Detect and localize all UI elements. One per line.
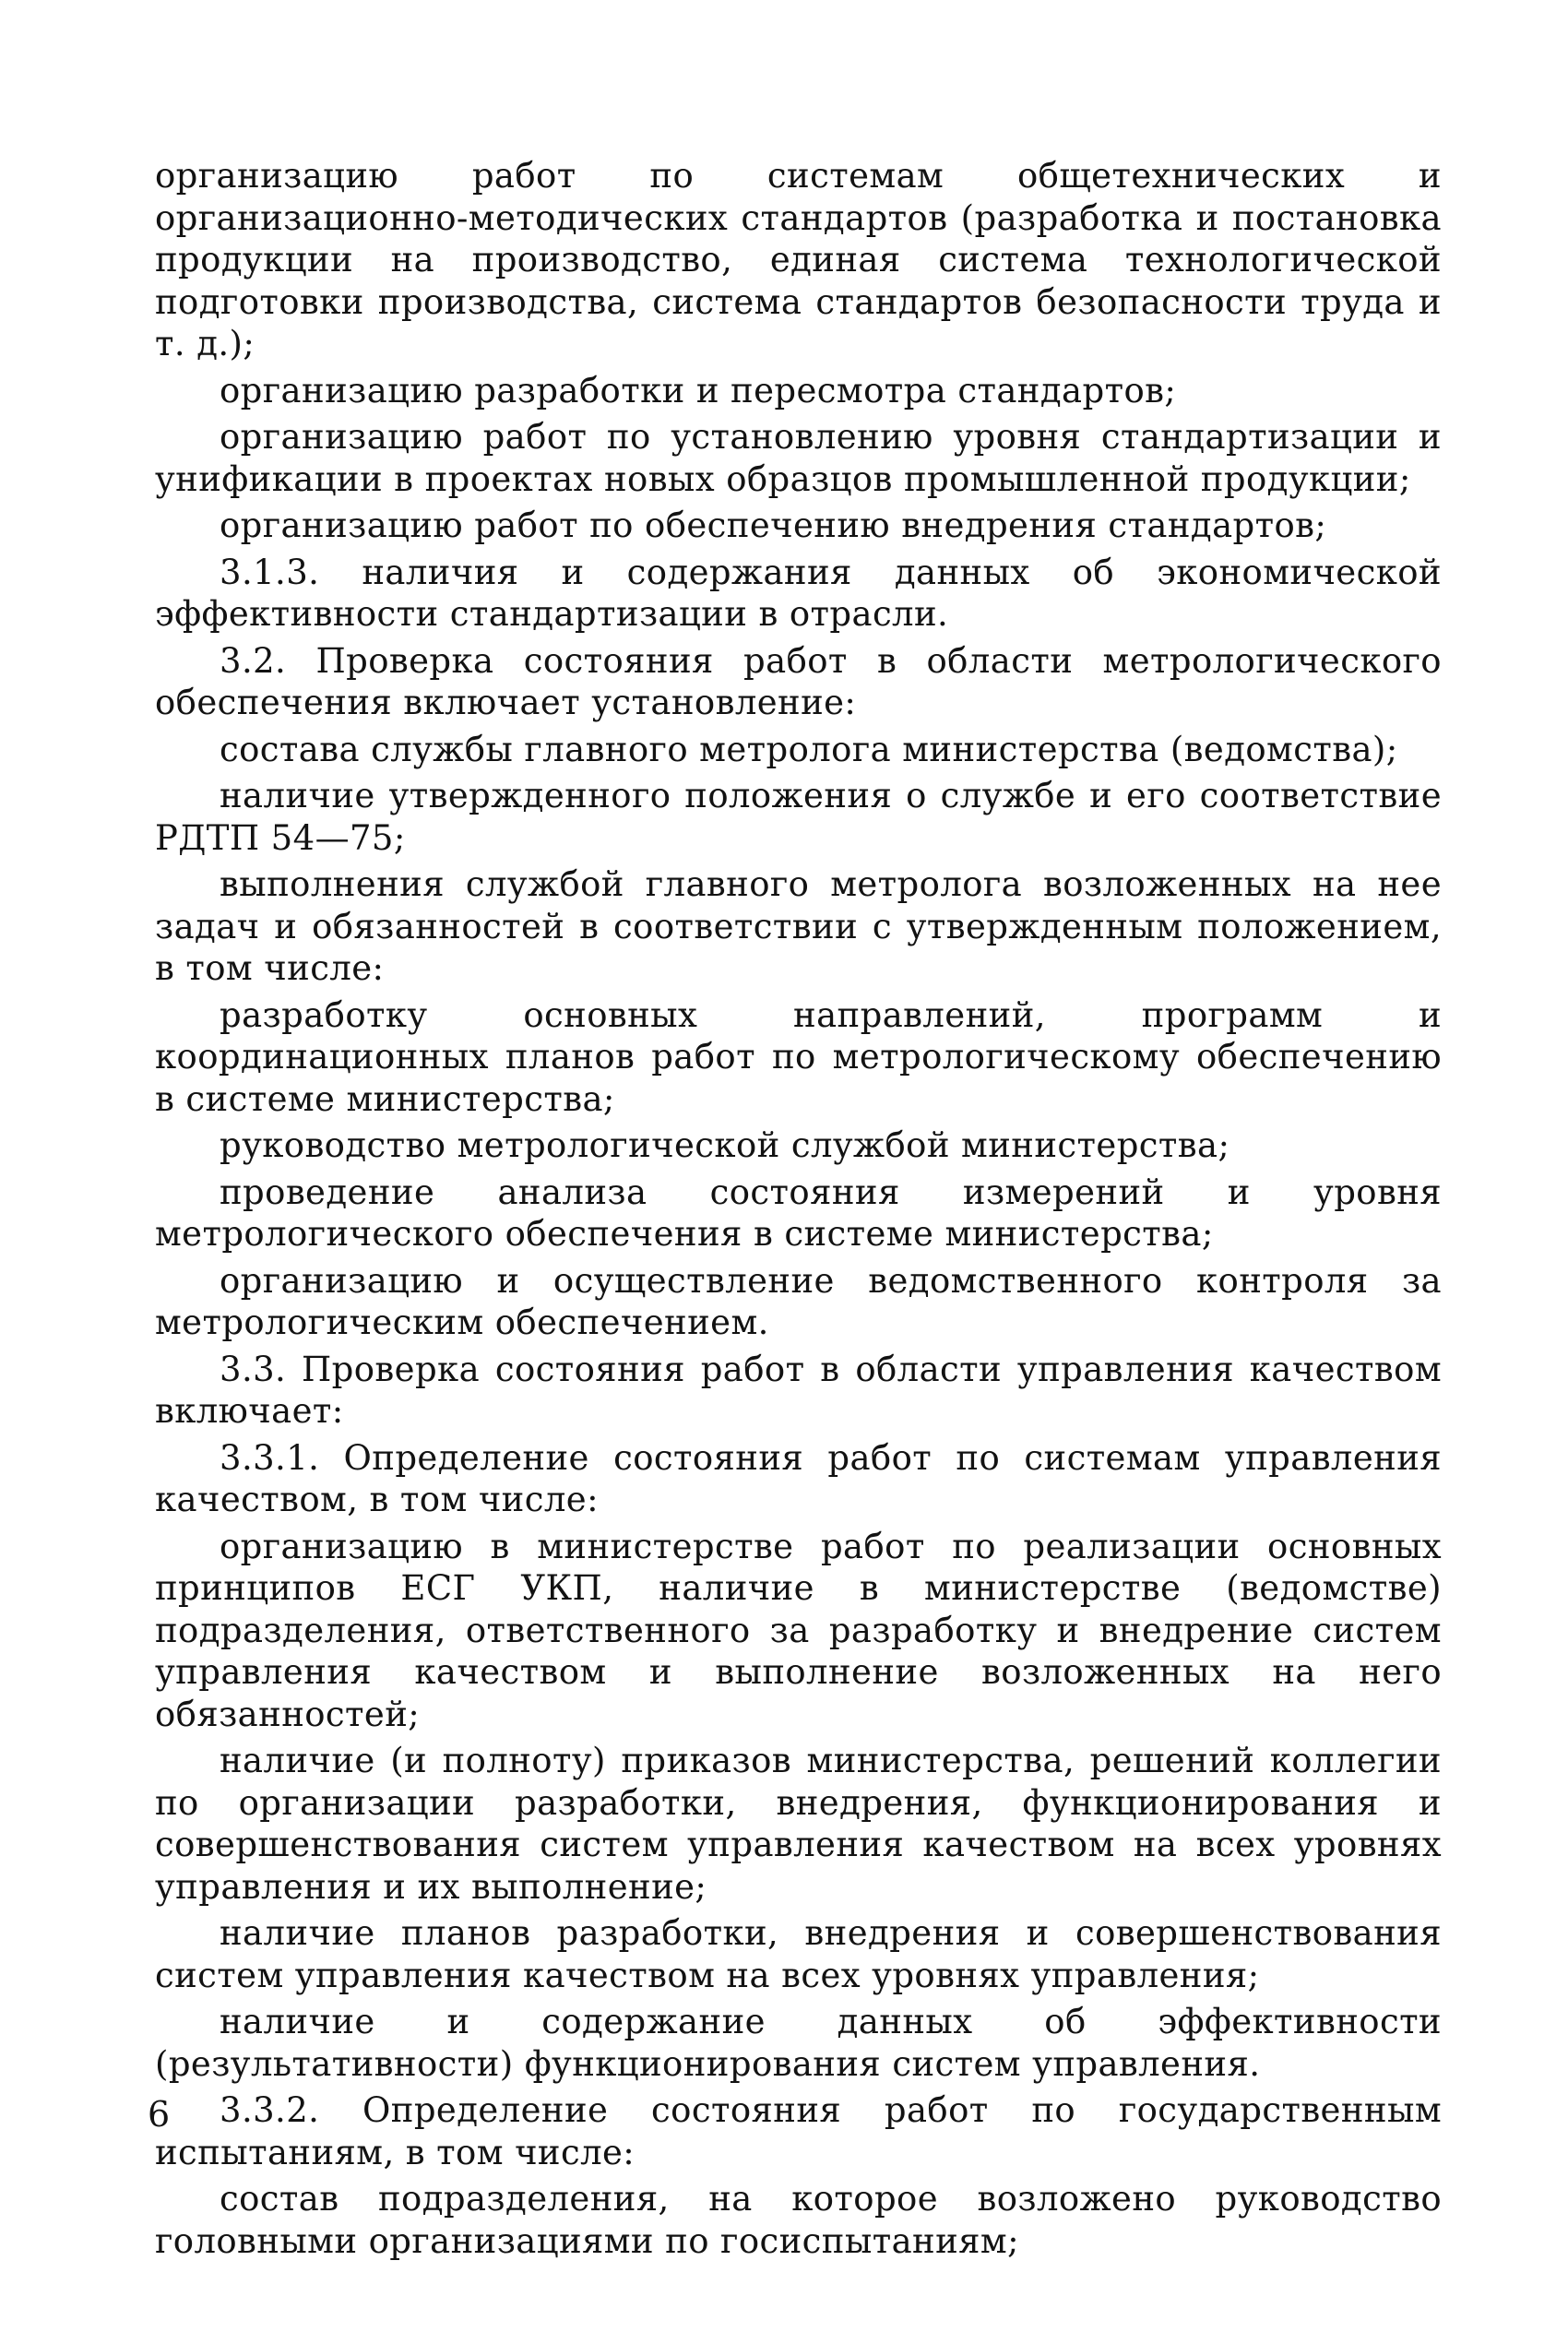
paragraph: выполнения службой главного метролога возложенных на нее задач и обязанностей в соответствии с утвержденным положением, в том числе: (155, 864, 1442, 988)
paragraph: руководство метрологической службой министерства; (220, 1125, 1230, 1165)
paragraph: организацию работ по обеспечению внедрения стандартов; (220, 506, 1327, 545)
paragraph: наличие и содержание данных об эффективности (результативности) функционирования систем управления. (155, 2002, 1442, 2084)
paragraph: организацию разработки и пересмотра стандартов; (220, 370, 1177, 410)
page-number: 6 (148, 2094, 171, 2135)
paragraph: наличие (и полноту) приказов министерства, решений коллегии по организации разработки, внедрения, функционирования и совершенствования систем управления качеством на всех уровнях управления и их выполнение; (155, 1741, 1442, 1907)
paragraph: состав подразделения, на которое возложено руководство головными организациями по госиспытаниям; (155, 2179, 1442, 2261)
paragraph: 3.3.2. Определение состояния работ по государственным испытаниям, в том числе: (155, 2090, 1442, 2172)
paragraph: организацию работ по системам общетехнических и организационно-методических стандартов (разработка и постановка продукции на производство, единая система технологической подготовки производства, система стандартов безопасности труда и т. д.); (155, 156, 1442, 363)
paragraph: 3.1.3. наличия и содержания данных об экономической эффективности стандартизации в отрасли. (155, 552, 1442, 634)
paragraph: 3.3. Проверка состояния работ в области управления качеством включает: (155, 1349, 1442, 1431)
paragraph: проведение анализа состояния измерений и уровня метрологического обеспечения в системе министерства; (155, 1172, 1442, 1254)
paragraph: 3.2. Проверка состояния работ в области метрологического обеспечения включает установление: (155, 640, 1442, 722)
paragraph: организацию работ по установлению уровня стандартизации и унификации в проектах новых образцов промышленной продукции; (155, 417, 1442, 499)
document-page (155, 155, 1442, 2267)
paragraph: организацию и осуществление ведомственного контроля за метрологическим обеспечением. (155, 1260, 1442, 1342)
paragraph: организацию в министерстве работ по реализации основных принципов ЕСГ УКП, наличие в министерстве (ведомстве) подразделения, ответственного за разработку и внедрение систем управления качеством и выполнение возложенных на него обязанностей; (155, 1526, 1442, 1734)
paragraph: наличие планов разработки, внедрения и совершенствования систем управления качеством на всех уровнях управления; (155, 1913, 1442, 1995)
paragraph: разработку основных направлений, программ и координационных планов работ по метрологическому обеспечению в системе министерства; (155, 994, 1442, 1119)
paragraph: 3.3.1. Определение состояния работ по системам управления качеством, в том числе: (155, 1437, 1442, 1519)
paragraph: состава службы главного метролога министерства (ведомства); (220, 729, 1398, 769)
paragraph: наличие утвержденного положения о службе и его соответствие РДТП 54—75; (155, 776, 1442, 858)
